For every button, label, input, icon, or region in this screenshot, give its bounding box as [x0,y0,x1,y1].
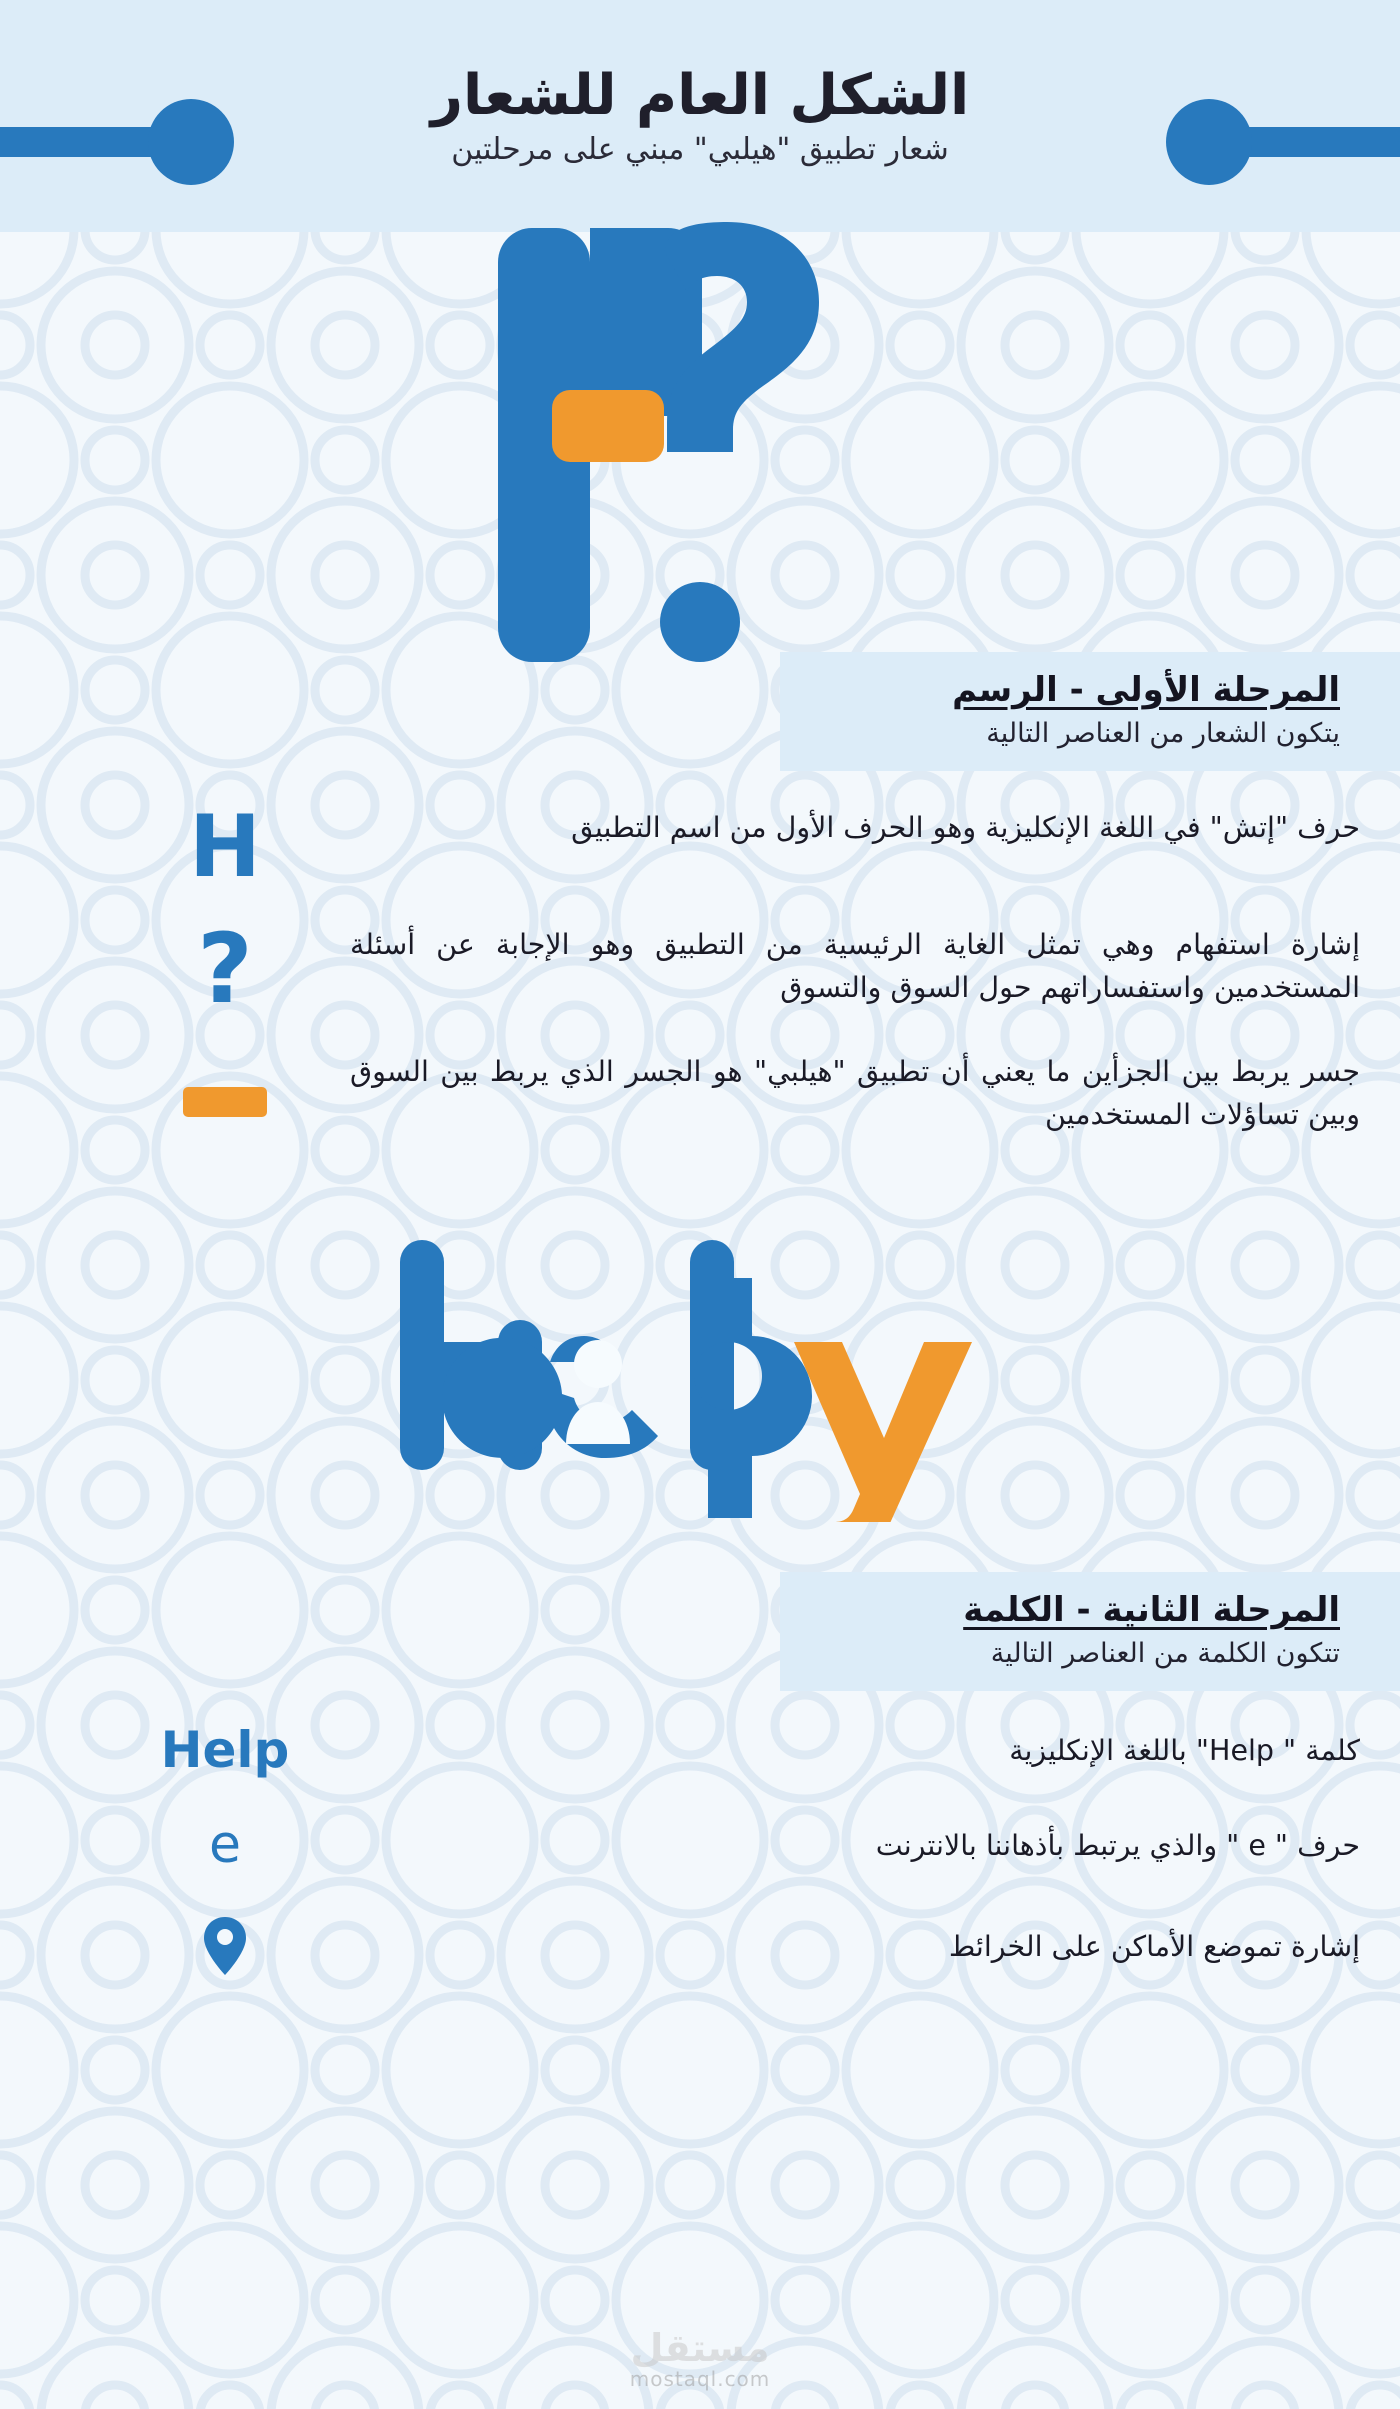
stage-two-subtitle: تتكون الكلمة من العناصر التالية [990,1638,1340,1670]
helpy-wordmark-icon [390,1222,1010,1522]
orange-bridge-icon [183,1087,267,1117]
item-description: كلمة " Help" باللغة الإنكليزية [1009,1733,1360,1767]
list-item [0,1721,1400,1780]
item-icon-slot [100,1049,350,1117]
item-description: حرف "إتش" في اللغة الإنكليزية وهو الحرف الأول من اسم التطبيق [571,811,1360,844]
item-description: إشارة استفهام وهي تمثل الغاية الرئيسية من التطبيق وهو الإجابة عن أسئلة المستخدمين واستفساراتهم حول السوق والتسوق [350,928,1360,1005]
list-item [0,1915,1400,1977]
letter-e-icon: e [209,1815,241,1876]
header-deco-right [1135,96,1400,188]
watermark [629,2326,771,2391]
watermark-brand: مستقل [630,2326,770,2370]
letter-h-icon: H [189,797,261,897]
map-pin-icon [202,1915,248,1977]
stage-one-items [0,771,1400,1136]
stage-one-header [780,652,1400,771]
page-title: الشكل العام للشعار [430,62,970,128]
item-icon-slot [100,1915,350,1977]
stage-one-title: المرحلة الأولى - الرسم [952,670,1340,710]
item-description: جسر يربط بين الجزأين ما يعني أن تطبيق "هيلبي" هو الجسر الذي يربط بين السوق وبين تساؤلات المستخدمين [350,1054,1360,1131]
logo-mark-section [0,232,1400,652]
help-word-icon: Help [160,1721,290,1780]
item-icon-slot [100,797,350,897]
page-subtitle: شعار تطبيق "هيلبي" مبني على مرحلتين [451,132,949,168]
list-item [0,913,1400,1026]
stage-two-header [780,1572,1400,1691]
wordmark-section [0,1172,1400,1572]
question-mark-icon: ? [197,913,253,1026]
stage-one-subtitle: يتكون الشعار من العناصر التالية [986,718,1340,749]
item-icon-slot [100,1815,350,1876]
helpy-h-question-logo-icon [490,222,910,662]
item-icon-slot [100,913,350,1026]
header-deco-left [0,96,265,188]
item-description: إشارة تموضع الأماكن على الخرائط [948,1929,1360,1963]
stage-two-title: المرحلة الثانية - الكلمة [963,1590,1340,1631]
stage-two-items [0,1691,1400,1977]
list-item [0,1815,1400,1876]
item-description: حرف " e " والذي يرتبط بأذهاننا بالانترنت [875,1828,1360,1862]
list-item [0,1049,1400,1137]
list-item [0,797,1400,897]
watermark-url: mostaql.com [629,2367,771,2391]
item-icon-slot [100,1721,350,1780]
